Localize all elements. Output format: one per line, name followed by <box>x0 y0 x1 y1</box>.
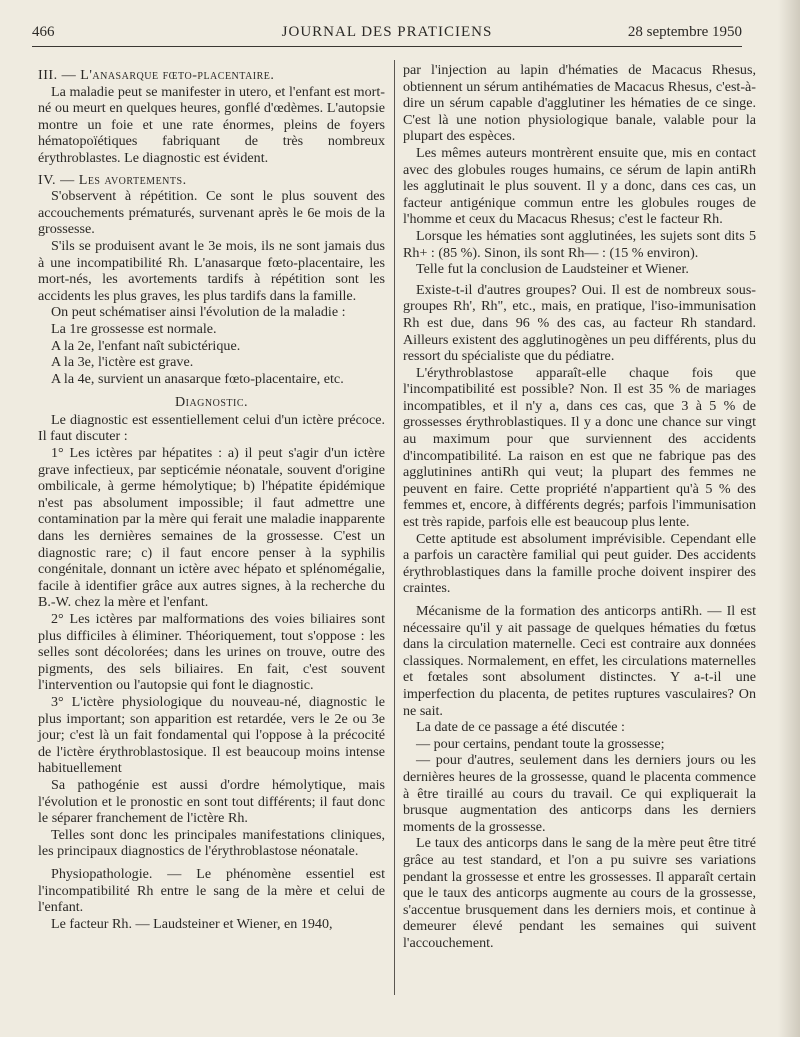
paragraph: Physiopathologie. — Le phénomène essentiel est l'incompatibilité Rh entre le sang de la mère et celui de l'enfant. <box>38 865 385 916</box>
paragraph: par l'injection au lapin d'hématies de Macacus Rhesus, obtiennent un sérum antihématies de Macacus Rhesus, c'est-à-dire un sérum capable d'agglutiner les hématies de ce singe. C'est là une notion physiologique banale, valable pour la plupart des espèces. <box>403 62 756 145</box>
paragraph: Les mêmes auteurs montrèrent ensuite que, mis en contact avec des globules rouges humains, ce sérum de lapin antiRh les agglutinait le plus souvent. Il y a donc, dans ces cas, un facteur antigénique commun entre les globules rouges de l'homme et ceux du Macacus Rhesus; c'est le facteur Rh. <box>403 144 756 228</box>
left-column <box>38 62 385 932</box>
paragraph: Telle fut la conclusion de Laudsteiner et Wiener. <box>416 261 689 278</box>
paragraph: Lorsque les hématies sont agglutinées, les sujets sont dits 5 Rh+ : (85 %). Sinon, ils sont Rh— : (15 % environ). <box>403 227 756 261</box>
issue-date: 28 septembre 1950 <box>627 24 742 40</box>
column-divider <box>394 60 395 995</box>
paragraph: S'ils se produisent avant le 3e mois, ils ne sont jamais dus à une incompatibilité Rh. L'anasarque fœto-placentaire, les mort-nés, les avortements tardifs à répétition sont les accidents les plus graves, les plus tardifs dans la famille. <box>38 237 385 304</box>
paragraph: Existe-t-il d'autres groupes? Oui. Il est de nombreux sous-groupes Rh', Rh", etc., mais, en pratique, l'iso-immunisation Rh est due, dans 96 % des cas, au facteur Rh standard. Ailleurs existent des agglutinogènes un peu différents, plus du ressort du spécialiste que du pédiatre. <box>403 281 756 365</box>
section-heading: IV. — Les avortements. <box>38 171 187 188</box>
paragraph: L'érythroblastose apparaît-elle chaque fois que l'incompatibilité est possible? Non. Il est 35 % de mariages incompatibles, et il n'y a, dans ces cas, que 3 à 5 % de grossesses érythroblastiques. Il y a donc une chance sur vingt au maximum pour que surviennent des accidents d'incompatibilité. La raison en est que ne fabrique pas des agglutinines antiRh qui veut; la plupart des femmes ne peuvent en faire. Cette propriété n'appartient qu'à 5 % des femmes et, encore, à différents degrés; parfois l'immunisation est très rapide, parfois elle est beaucoup plus lente. <box>403 364 756 531</box>
paragraph: — pour d'autres, seulement dans les derniers jours ou les dernières heures de la grossesse, quand le placenta commence à être tiraillé au cours du travail. Ce qui expliquerait la brusque augmentation des anticorps dans les derniers moments de la grossesse. <box>403 752 756 835</box>
paragraph: Mécanisme de la formation des anticorps antiRh. — Il est nécessaire qu'il y ait passage de quelques hématies du fœtus dans la circulation maternelle. Ceci est contraire aux données classiques. Normalement, en effet, les circulations maternelles et fœtales sont absolument distinctes. Y a-t-il une imperfection du placenta, de petites ruptures vasculaires? On ne sait. <box>403 603 756 719</box>
paragraph: 3° L'ictère physiologique du nouveau-né, diagnostic le plus important; son apparition est retardée, vers le 2e ou 3e jour; c'est là un fait fondamental qui l'oppose à la précocité de l'ictère érythroblastosique. Il est beaucoup moins intense habituellement <box>38 693 385 777</box>
paragraph: Le facteur Rh. — Laudsteiner et Wiener, en 1940, <box>51 915 333 932</box>
paragraph: Le diagnostic est essentiellement celui d'un ictère précoce. Il faut discuter : <box>38 411 385 445</box>
paragraph: 1° Les ictères par hépatites : a) il peut s'agir d'un ictère grave infectieux, par septicémie néonatale, souvent d'origine ombilicale, à germe hémolytique; b) l'hépatite épidémique n'est pas absolument impossible; il faut admettre une contamination par la mère qui ferait une maladie inapparente dans les dernières semaines de la grossesse. C'est un diagnostic rare; c) il faut encore penser à la syphilis congénitale, donnant un ictère avec hépato et splénomégalie, facile à identifier grâce aux autres signes, à la recherche du B.-W. chez la mère et l'enfant. <box>38 445 385 611</box>
paragraph: A la 2e, l'enfant naît subictérique. <box>51 337 241 354</box>
paragraph: A la 3e, l'ictère est grave. <box>51 354 194 371</box>
section-heading: III. — L'anasarque fœto-placentaire. <box>38 67 275 83</box>
paragraph: La maladie peut se manifester in utero, et l'enfant est mort-né ou meurt en quelques heures, gonflé d'œdèmes. L'autopsie montre un foie et une rate énormes, pleins de foyers hématopoïétiques fabriquant de très nombreux érythroblastes. Le diagnostic est évident. <box>38 83 385 166</box>
paragraph: 2° Les ictères par malformations des voies biliaires sont plus difficiles à éliminer. Théoriquement, tout s'oppose : les selles sont décolorées; dans les urines on trouve, outre des pigments, des sels biliaires. En fait, c'est souvent l'intervention ou l'autopsie qui font le diagnostic. <box>38 611 385 694</box>
paragraph: S'observent à répétition. Ce sont le plus souvent des accouchements prématurés, survenant après le 6e mois de la grossesse. <box>38 188 385 238</box>
paragraph: Sa pathogénie est aussi d'ordre hémolytique, mais l'évolution et le pronostic en sont tout différents; il faut donc le séparer franchement de l'ictère Rh. <box>38 776 385 827</box>
section-heading: Diagnostic. <box>174 394 249 411</box>
paragraph: Cette aptitude est absolument imprévisible. Cependant elle a parfois un caractère familial qui peut guider. Des accidents érythroblastiques dans la famille proche doivent inspirer des craintes. <box>403 530 756 597</box>
paragraph: La date de ce passage a été discutée : <box>416 719 625 736</box>
journal-title: JOURNAL DES PRATICIENS <box>281 24 493 40</box>
paragraph: Le taux des anticorps dans le sang de la mère peut être titré grâce au test standard, et l'on a pu suivre ses variations pendant la grossesse et entre les grossesses. Il apparaît certain que le taux des anticorps augmente au cours de la grossesse, s'accentue brusquement dans les derniers mois, et continue à demeurer élevé pendant les semaines qui suivent l'accouchement. <box>403 835 756 951</box>
paragraph: On peut schématiser ainsi l'évolution de la maladie : <box>51 304 346 321</box>
paragraph: Telles sont donc les principales manifestations cliniques, les principaux diagnostics de l'érythroblastose néonatale. <box>38 826 385 860</box>
paragraph: A la 4e, survient un anasarque fœto-placentaire, etc. <box>51 370 344 387</box>
page-header <box>32 24 742 47</box>
page-number: 466 <box>32 24 55 40</box>
paragraph: La 1re grossesse est normale. <box>51 320 217 337</box>
page-edge-shadow <box>778 0 800 1037</box>
right-column <box>403 62 756 951</box>
paragraph: — pour certains, pendant toute la grossesse; <box>416 735 665 752</box>
